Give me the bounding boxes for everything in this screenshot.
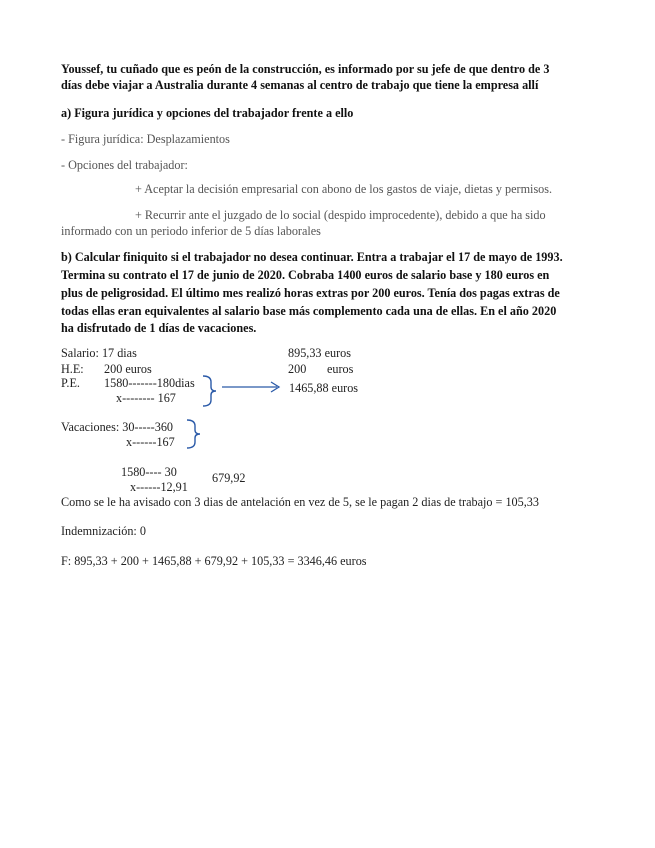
he-label: H.E:	[61, 362, 84, 376]
opciones-label: - Opciones del trabajador:	[61, 158, 188, 172]
vacaciones-sub-1: 1580---- 30	[121, 465, 177, 479]
pe-result: 1465,88 euros	[289, 381, 359, 395]
vacaciones-rule-2: x------167	[126, 435, 175, 449]
salario-value: 895,33 euros	[288, 346, 351, 360]
pe-brace-icon	[200, 375, 218, 407]
section-b-line-4: todas ellas eran equivalentes al salario base más complemento cada una de ellas. En el año 2020	[61, 304, 557, 318]
he-amount: 200 euros	[104, 362, 152, 376]
section-b-line-2: Termina su contrato el 17 de junio de 2020. Cobraba 1400 euros de salario base y 180 euros en	[61, 268, 550, 282]
vacaciones-rule-1: Vacaciones: 30-----360	[61, 420, 174, 434]
intro-line-2: días debe viajar a Australia durante 4 semanas al centro de trabajo que tiene la empresa allí	[61, 78, 539, 92]
figura-juridica: - Figura jurídica: Desplazamientos	[61, 132, 230, 146]
section-b-line-1: b) Calcular finiquito si el trabajador no desea continuar. Entra a trabajar el 17 de mayo de 1993.	[61, 250, 563, 264]
he-value-num: 200	[288, 362, 307, 376]
pe-rule-1: 1580-------180dias	[104, 376, 195, 390]
vacaciones-result: 679,92	[212, 471, 246, 485]
total-formula: F: 895,33 + 200 + 1465,88 + 679,92 + 105,33 = 3346,46 euros	[61, 554, 367, 568]
section-b-line-3: plus de peligrosidad. El último mes realizó horas extras por 200 euros. Tenía dos pagas extras de	[61, 286, 560, 300]
section-a-heading: a) Figura jurídica y opciones del trabajador frente a ello	[61, 106, 354, 120]
opcion-2-line-2: informado con un periodo inferior de 5 días laborales	[61, 224, 321, 238]
vacaciones-sub-2: x------12,91	[130, 480, 188, 494]
opcion-2-line-1: + Recurrir ante el juzgado de lo social (despido improcedente), debido a que ha sido	[135, 208, 546, 222]
pe-label: P.E.	[61, 376, 80, 390]
salario-label: Salario: 17 dias	[61, 346, 137, 360]
he-value-unit: euros	[327, 362, 354, 376]
indemnizacion-text: Indemnización: 0	[61, 524, 146, 538]
section-b-line-5: ha disfrutado de 1 días de vacaciones.	[61, 321, 257, 335]
pe-rule-2: x-------- 167	[116, 391, 176, 405]
vacaciones-brace-icon	[184, 419, 202, 449]
aviso-text: Como se le ha avisado con 3 dias de antelación en vez de 5, se le pagan 2 dias de trabajo = 105,33	[61, 495, 539, 509]
intro-line-1: Youssef, tu cuñado que es peón de la construcción, es informado por su jefe de que dentro de 3	[61, 62, 550, 76]
opcion-1: + Aceptar la decisión empresarial con abono de los gastos de viaje, dietas y permisos.	[135, 182, 553, 196]
arrow-right-icon	[222, 381, 282, 393]
